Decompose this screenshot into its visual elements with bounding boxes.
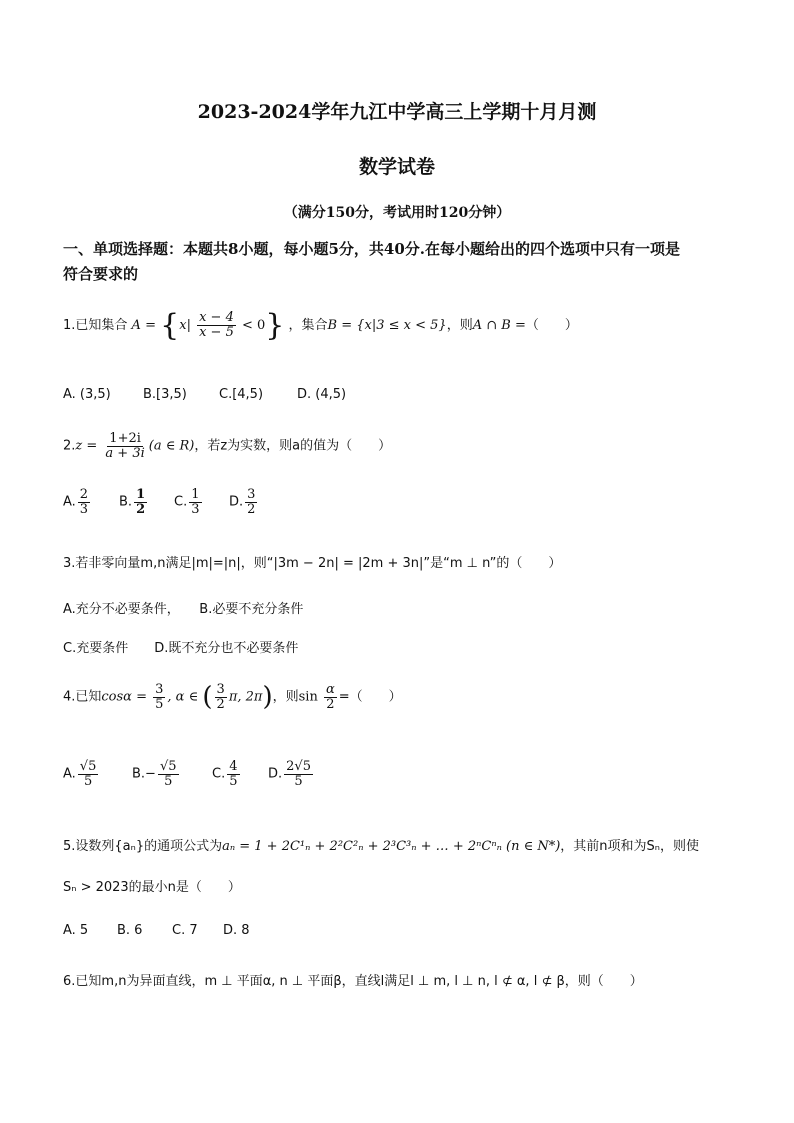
q2-fraction: $\frac{1+2i}{a + 3i}$ xyxy=(105,431,145,461)
question-3: 3.若非零向量m,n满足|m|=|n|，则“|3m − 2n| = |2m + 3n|”是“m ⊥ n”的（ ） xyxy=(63,556,562,571)
q1-prefix: 1.已知集合 xyxy=(63,318,128,333)
q1-blank: （ ） xyxy=(525,318,578,333)
question-5-line2: Sₙ > 2023的最小n是（ ） xyxy=(63,880,241,895)
q1-then: ，则 xyxy=(446,318,473,333)
q2-z: z = xyxy=(75,438,98,454)
q2-option-d: D. $\frac{3}{2}$ xyxy=(229,487,256,517)
q4-option-b: B.− $\frac{√5}{5}$ xyxy=(132,759,177,789)
question-2: 2.z = $\frac{1+2i}{a + 3i}$ (a ∈ R)，若z为实数，则a的值为（ ） xyxy=(63,431,392,461)
exam-title: 2023-2024学年九江中学高三上学期十月月测 xyxy=(197,101,597,123)
q1-option-b: B.[3,5) xyxy=(143,387,187,402)
q5-formula: aₙ = 1 + 2C¹ₙ + 2²C²ₙ + 2³C³ₙ + … + 2ⁿCⁿₙ (n ∈ N*) xyxy=(222,839,561,854)
q5-option-a: A. 5 xyxy=(63,923,89,938)
q1-set-a-name: A xyxy=(131,318,141,333)
q5-option-d: D. 8 xyxy=(223,923,250,938)
q3-options-line2: C.充要条件 D.既不充分也不必要条件 xyxy=(63,641,299,656)
question-1: 1.已知集合 A = {x| $\frac{x - 4}{x - 5}$ < 0} ，集合B = {x|3 ≤ x < 5}，则A ∩ B =（ ） xyxy=(63,308,578,343)
q1-option-c: C.[4,5) xyxy=(219,387,264,402)
q1-option-a: A. (3,5) xyxy=(63,387,111,402)
q1-ask: A ∩ B = xyxy=(472,318,526,333)
q1-fraction: $\frac{x - 4}{x - 5}$ xyxy=(199,310,234,340)
q4-option-c: C. $\frac{4}{5}$ xyxy=(212,759,238,789)
q1-option-d: D. (4,5) xyxy=(297,387,347,402)
q5-option-c: C. 7 xyxy=(172,923,198,938)
q1-set-b: B = {x|3 ≤ x < 5} xyxy=(327,318,447,333)
q2-domain: (a ∈ R) xyxy=(148,438,195,454)
question-6: 6.已知m,n为异面直线，m ⊥ 平面α, n ⊥ 平面β，直线l满足l ⊥ m, l ⊥ n, l ⊄ α, l ⊄ β，则（ ） xyxy=(63,974,643,989)
q4-option-a: A. $\frac{√5}{5}$ xyxy=(63,759,97,789)
q2-option-b: B. $\frac{1}{2}$ xyxy=(119,487,146,517)
q2-option-c: C. $\frac{1}{3}$ xyxy=(174,487,200,517)
q3-options-line1: A.充分不必要条件， B.必要不充分条件 xyxy=(63,602,304,617)
q1-mid: ，集合 xyxy=(288,318,328,333)
q1-set-a-var: x xyxy=(179,318,187,333)
section-heading-line2: 符合要求的 xyxy=(63,265,139,283)
q2-text: ，若z为实数，则a的值为（ ） xyxy=(194,438,392,454)
exam-note: （满分150分，考试用时120分钟） xyxy=(283,205,511,221)
question-4: 4.已知cosα = $\frac{3}{5}$ , α ∈ ( $\frac{3}{2}$ π, 2π)，则sin $\frac{\alpha}{2}$ =（ ） xyxy=(63,681,402,712)
q4-option-d: D. $\frac{2√5}{5}$ xyxy=(268,759,311,789)
section-heading-line1: 一、单项选择题：本题共8小题，每小题5分，共40分.在每小题给出的四个选项中只有一项是 xyxy=(63,240,680,258)
exam-subject: 数学试卷 xyxy=(358,156,435,178)
q5-option-b: B. 6 xyxy=(117,923,143,938)
q1-ineq: < 0 xyxy=(242,318,266,333)
question-5-line1: 5.设数列{aₙ}的通项公式为aₙ = 1 + 2C¹ₙ + 2²C²ₙ + 2³C³ₙ + … + 2ⁿCⁿₙ (n ∈ N*)，其前n项和为Sₙ，则使 xyxy=(63,839,699,854)
q2-option-a: A. $\frac{2}{3}$ xyxy=(63,487,89,517)
